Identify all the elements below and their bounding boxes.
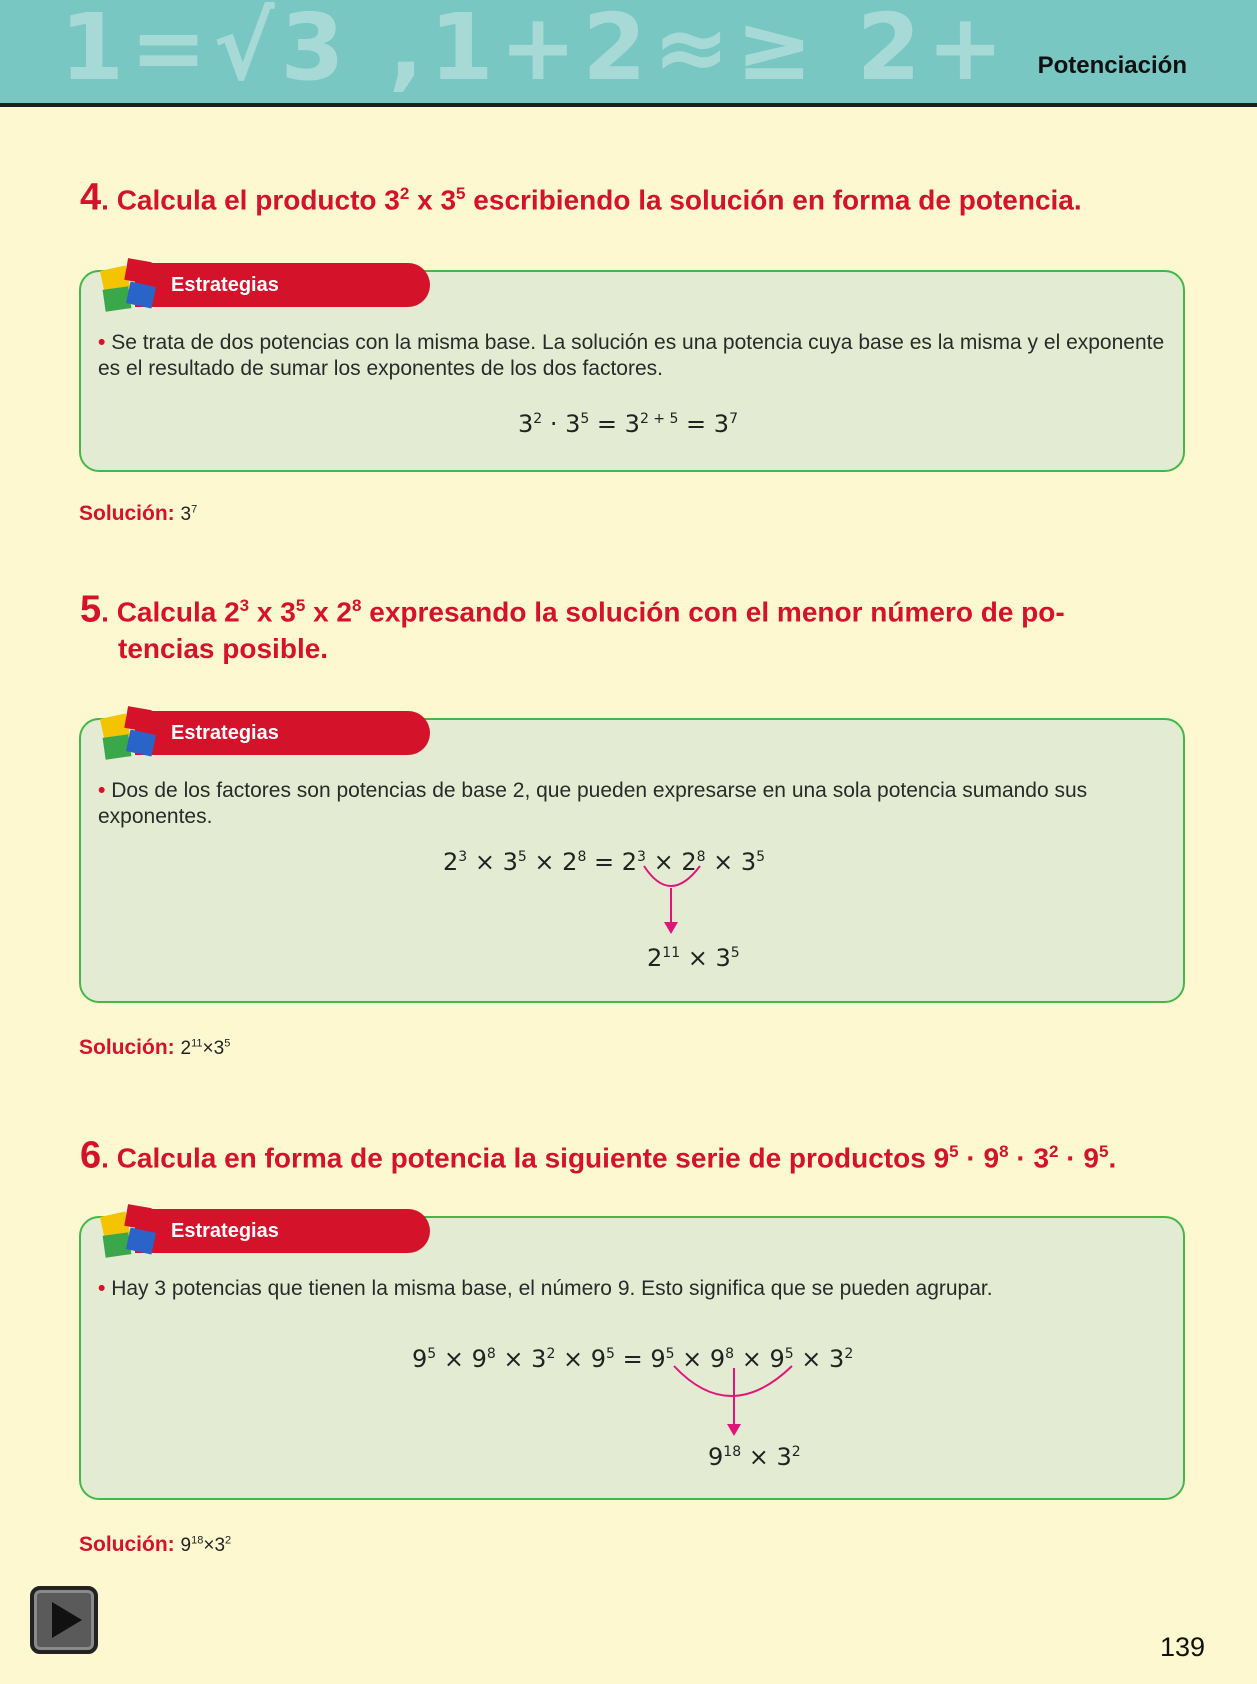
exercise-6-title: 6. Calcula en forma de potencia la siguiente serie de productos $9^5 \cdot 9^8 \cdot 3^2 \cdot 9^5$. [80, 1134, 1117, 1177]
title-exponent: 5 [456, 184, 466, 203]
title-exponent: 2 [399, 184, 410, 203]
strategy-tab: Estrategias [135, 711, 430, 755]
strategy-text: • Dos de los factores son potencias de base 2, que pueden expresarse en una sola potencia sumando sus exponentes. [98, 779, 1088, 828]
puzzle-icon [96, 254, 166, 316]
page-number: 139 [1160, 1632, 1206, 1662]
header-title: Potenciación [1037, 52, 1187, 79]
exercise-number: 4 [80, 176, 102, 219]
play-icon [34, 1590, 94, 1650]
strategy-equation: $2^3 \times 3^5 \times 2^8 = 2^3 \times 2^8 \times 3^5$ [443, 848, 766, 876]
title-text: escribiendo la solución en forma de potencia. [465, 184, 1082, 216]
page-header [0, 0, 1257, 107]
grouping-arrow-icon [670, 1362, 800, 1442]
solution-5: Solución: $2^{11}\times 3^5$ [79, 1036, 231, 1059]
strategy-tab: Estrategias [135, 263, 430, 307]
solution-4: Solución: $3^7$ [79, 502, 198, 525]
strategy-equation: $3^2 \cdot 3^5 = 3^{2 + 5} = 3^7$ [518, 410, 738, 438]
puzzle-icon [96, 1200, 166, 1262]
strategy-equation: $9^5 \times 9^8 \times 3^2 \times 9^5 = 9^5 \times 9^8 \times 9^5 \times 3^2$ [412, 1345, 854, 1373]
grouped-result: $2^{11} \times 3^5$ [647, 944, 740, 972]
puzzle-icon [96, 702, 166, 764]
exercise-5-title: 5. Calcula $2^3$ x $3^5$ x $2^8$ expresando la solución con el menor número de po- tencias posible. [80, 588, 1065, 665]
strategy-tab: Estrategias [135, 1209, 430, 1253]
strategy-text: • Se trata de dos potencias con la misma base. La solución es una potencia cuya base es la misma y el exponente es el resultado de sumar los exponentes de los dos factores. [98, 331, 1165, 380]
title-text: x 3 [409, 184, 457, 216]
title-text: Calcula el producto 3 [116, 184, 400, 216]
exercise-4-title: 4. Calcula el producto $3^2$ x $3^5$ escribiendo la solución en forma de potencia. [80, 176, 1082, 219]
strategy-text: • Hay 3 potencias que tienen la misma base, el número 9. Esto significa que se pueden agrupar. [98, 1277, 993, 1300]
bullet-text: Se trata de dos potencias con la misma base. La solución es una potencia cuya base es la misma y el exponente es el resultado de sumar los exponentes de los dos factores. [98, 331, 1165, 380]
solution-6: Solución: $9^{18}\times 3^2$ [79, 1533, 232, 1556]
grouped-result: $9^{18} \times 3^2$ [708, 1443, 801, 1471]
exercise-number: 5 [80, 588, 102, 631]
play-button[interactable] [30, 1586, 98, 1654]
grouping-arrow-icon [640, 864, 720, 940]
header-decoration: 1=√3 ,1+2≈≥ 2+ [60, 0, 1010, 101]
exercise-number: 6 [80, 1134, 102, 1177]
